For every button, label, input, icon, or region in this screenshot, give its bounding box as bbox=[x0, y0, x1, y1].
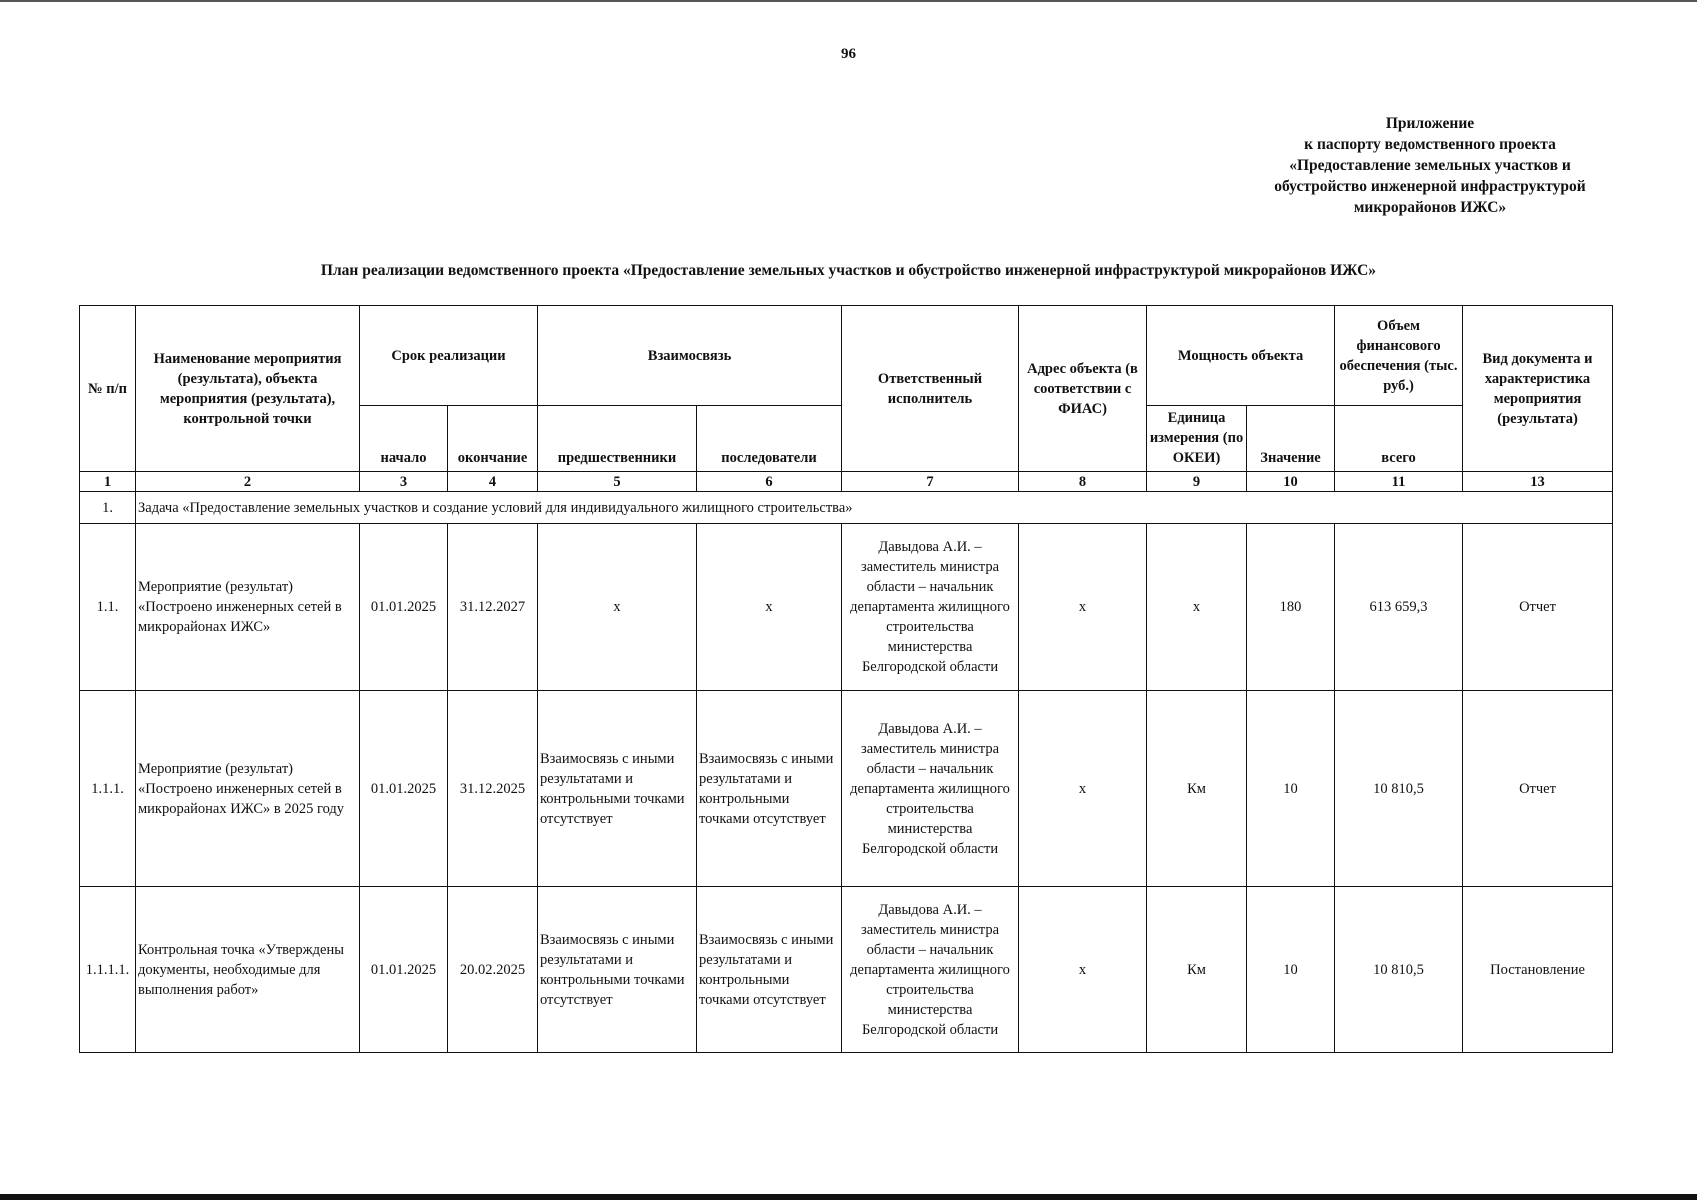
header-name: Наименование мероприятия (результата), объекта мероприятия (результата), контрольной точки bbox=[136, 306, 360, 472]
row-num: 1.1.1.1. bbox=[80, 887, 136, 1053]
row-end: 20.02.2025 bbox=[448, 887, 538, 1053]
header-capacity-unit: Единица измерения (по ОКЕИ) bbox=[1147, 406, 1247, 472]
row-unit: x bbox=[1147, 524, 1247, 691]
appendix-block bbox=[1200, 113, 1660, 218]
row-name: Контрольная точка «Утверждены документы, необходимые для выполнения работ» bbox=[136, 887, 360, 1053]
row-start: 01.01.2025 bbox=[360, 524, 448, 691]
header-row-top bbox=[80, 306, 1613, 406]
row-pred: Взаимосвязь с иными результатами и контрольными точками отсутствует bbox=[538, 691, 697, 887]
column-number: 11 bbox=[1335, 472, 1463, 492]
implementation-plan-table bbox=[79, 305, 1613, 1053]
row-succ: Взаимосвязь с иными результатами и контрольными точками отсутствует bbox=[697, 691, 842, 887]
row-address: x bbox=[1019, 524, 1147, 691]
header-finance-total: всего bbox=[1335, 406, 1463, 472]
row-start: 01.01.2025 bbox=[360, 887, 448, 1053]
column-number: 2 bbox=[136, 472, 360, 492]
row-end: 31.12.2025 bbox=[448, 691, 538, 887]
row-doc: Постановление bbox=[1463, 887, 1613, 1053]
column-number: 6 bbox=[697, 472, 842, 492]
column-number: 4 bbox=[448, 472, 538, 492]
row-num: 1.1.1. bbox=[80, 691, 136, 887]
task-text: Задача «Предоставление земельных участков и создание условий для индивидуального жилищного строительства» bbox=[136, 492, 1613, 524]
row-name: Мероприятие (результат) «Построено инженерных сетей в микрорайонах ИЖС» bbox=[136, 524, 360, 691]
row-end: 31.12.2027 bbox=[448, 524, 538, 691]
appendix-line: обустройство инженерной инфраструктурой bbox=[1274, 178, 1586, 195]
row-executor: Давыдова А.И. – заместитель министра области – начальник департамента жилищного строительства министерства Белгородской области bbox=[842, 887, 1019, 1053]
row-doc: Отчет bbox=[1463, 691, 1613, 887]
column-number: 8 bbox=[1019, 472, 1147, 492]
appendix-line: «Предоставление земельных участков и bbox=[1289, 157, 1571, 174]
appendix-line: Приложение bbox=[1385, 115, 1475, 132]
row-finance: 10 810,5 bbox=[1335, 691, 1463, 887]
table-row bbox=[80, 691, 1613, 887]
row-name: Мероприятие (результат) «Построено инженерных сетей в микрорайонах ИЖС» в 2025 году bbox=[136, 691, 360, 887]
header-doc: Вид документа и характеристика мероприятия (результата) bbox=[1463, 306, 1613, 472]
header-finance: Объем финансового обеспечения (тыс. руб.) bbox=[1335, 306, 1463, 406]
row-succ: Взаимосвязь с иными результатами и контрольными точками отсутствует bbox=[697, 887, 842, 1053]
row-doc: Отчет bbox=[1463, 524, 1613, 691]
row-executor: Давыдова А.И. – заместитель министра области – начальник департамента жилищного строительства министерства Белгородской области bbox=[842, 524, 1019, 691]
bottom-border-line bbox=[0, 1194, 1697, 1200]
top-border-line bbox=[0, 0, 1697, 2]
table-row bbox=[80, 887, 1613, 1053]
column-number: 1 bbox=[80, 472, 136, 492]
header-period-start: начало bbox=[360, 406, 448, 472]
header-period: Срок реализации bbox=[360, 306, 538, 406]
row-finance: 10 810,5 bbox=[1335, 887, 1463, 1053]
column-number-row bbox=[80, 472, 1613, 492]
task-row bbox=[80, 492, 1613, 524]
row-succ: x bbox=[697, 524, 842, 691]
row-unit: Км bbox=[1147, 691, 1247, 887]
header-executor: Ответственный исполнитель bbox=[842, 306, 1019, 472]
column-number: 3 bbox=[360, 472, 448, 492]
task-num: 1. bbox=[80, 492, 136, 524]
row-pred: x bbox=[538, 524, 697, 691]
row-num: 1.1. bbox=[80, 524, 136, 691]
row-finance: 613 659,3 bbox=[1335, 524, 1463, 691]
table-row bbox=[80, 524, 1613, 691]
row-start: 01.01.2025 bbox=[360, 691, 448, 887]
header-capacity: Мощность объекта bbox=[1147, 306, 1335, 406]
column-number: 13 bbox=[1463, 472, 1613, 492]
row-pred: Взаимосвязь с иными результатами и контрольными точками отсутствует bbox=[538, 887, 697, 1053]
row-value: 10 bbox=[1247, 691, 1335, 887]
header-num: № п/п bbox=[80, 306, 136, 472]
row-address: x bbox=[1019, 887, 1147, 1053]
column-number: 5 bbox=[538, 472, 697, 492]
plan-title: План реализации ведомственного проекта «Предоставление земельных участков и обустройство инженерной инфраструктурой микрорайонов ИЖС» bbox=[320, 262, 1377, 279]
row-unit: Км bbox=[1147, 887, 1247, 1053]
header-link: Взаимосвязь bbox=[538, 306, 842, 406]
column-number: 7 bbox=[842, 472, 1019, 492]
header-link-succ: последователи bbox=[697, 406, 842, 472]
row-executor: Давыдова А.И. – заместитель министра области – начальник департамента жилищного строительства министерства Белгородской области bbox=[842, 691, 1019, 887]
page-number: 96 bbox=[841, 46, 856, 62]
appendix-line: к паспорту ведомственного проекта bbox=[1304, 136, 1556, 153]
row-value: 10 bbox=[1247, 887, 1335, 1053]
header-capacity-value: Значение bbox=[1247, 406, 1335, 472]
header-link-pred: предшественники bbox=[538, 406, 697, 472]
header-period-end: окончание bbox=[448, 406, 538, 472]
appendix-line: микрорайонов ИЖС» bbox=[1353, 199, 1507, 216]
row-value: 180 bbox=[1247, 524, 1335, 691]
column-number: 9 bbox=[1147, 472, 1247, 492]
row-address: x bbox=[1019, 691, 1147, 887]
column-number: 10 bbox=[1247, 472, 1335, 492]
header-address: Адрес объекта (в соответствии с ФИАС) bbox=[1019, 306, 1147, 472]
